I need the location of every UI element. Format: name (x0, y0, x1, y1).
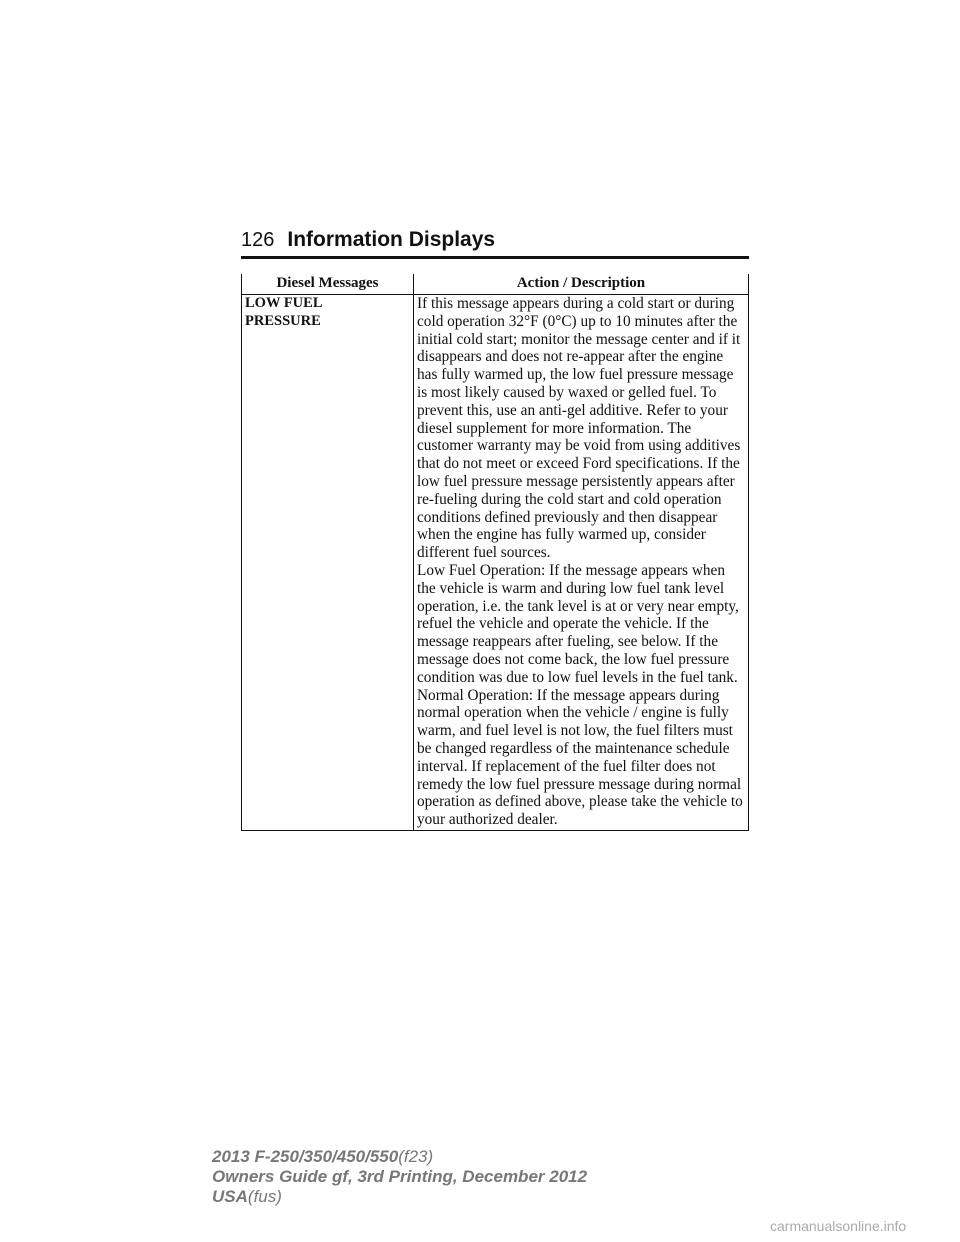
watermark: carmanualsonline.info (770, 1218, 907, 1234)
footer-printing-line: Owners Guide gf, 3rd Printing, December 2012 (212, 1167, 588, 1186)
message-name-line: PRESSURE (245, 312, 321, 329)
message-cell (242, 295, 414, 830)
message-name-line: LOW FUEL (245, 295, 323, 311)
footer-model-line (212, 1147, 587, 1167)
header-rule (241, 256, 749, 259)
page-header (241, 228, 749, 252)
section-title: Information Displays (287, 228, 496, 251)
column-header-description: Action / Description (414, 274, 749, 295)
footer-model: 2013 F-250/350/450/550 (212, 1147, 399, 1166)
page-number: 126 (241, 229, 275, 251)
table-row (242, 295, 748, 830)
description-paragraph: If this message appears during a cold start or during cold operation 32°F (0°C) up to 10 minutes after the initial cold start; monitor the message center and if it disappears and does not re-appear after the engine has fully warmed up, the low fuel pressure message is most likely caused by waxed or gelled fuel. To prevent this, use an anti-gel additive. Refer to your diesel supplement for more information. The customer warranty may be void from using additives that do not meet or exceed Ford specifications. If the low fuel pressure message persistently appears after re-fueling during the cold start and cold operation conditions defined previously and then disappear when the engine has fully warmed up, consider different fuel sources. (417, 295, 741, 562)
footer-region: USA (212, 1187, 248, 1206)
table-header-row (242, 274, 748, 295)
document-footer (212, 1147, 587, 1207)
column-header-messages: Diesel Messages (242, 274, 414, 295)
footer-region-code: (fus) (247, 1187, 282, 1206)
description-cell (414, 295, 749, 830)
footer-model-code: (f23) (398, 1147, 434, 1166)
diesel-messages-table (241, 274, 749, 831)
description-paragraph: Low Fuel Operation: If the message appears when the vehicle is warm and during low fuel tank level operation, i.e. the tank level is at or very near empty, refuel the vehicle and operate the vehicle. If the message reappears after fueling, see below. If the message does not come back, the low fuel pressure condition was due to low fuel levels in the fuel tank. (417, 561, 739, 686)
description-paragraph: Normal Operation: If the message appears during normal operation when the vehicle / engine is fully warm, and fuel level is not low, the fuel filters must be changed regardless of the maintenance schedule interval. If replacement of the fuel filter does not remedy the low fuel pressure message during normal operation as defined above, please take the vehicle to your authorized dealer. (417, 686, 743, 829)
footer-region-line (212, 1187, 587, 1207)
